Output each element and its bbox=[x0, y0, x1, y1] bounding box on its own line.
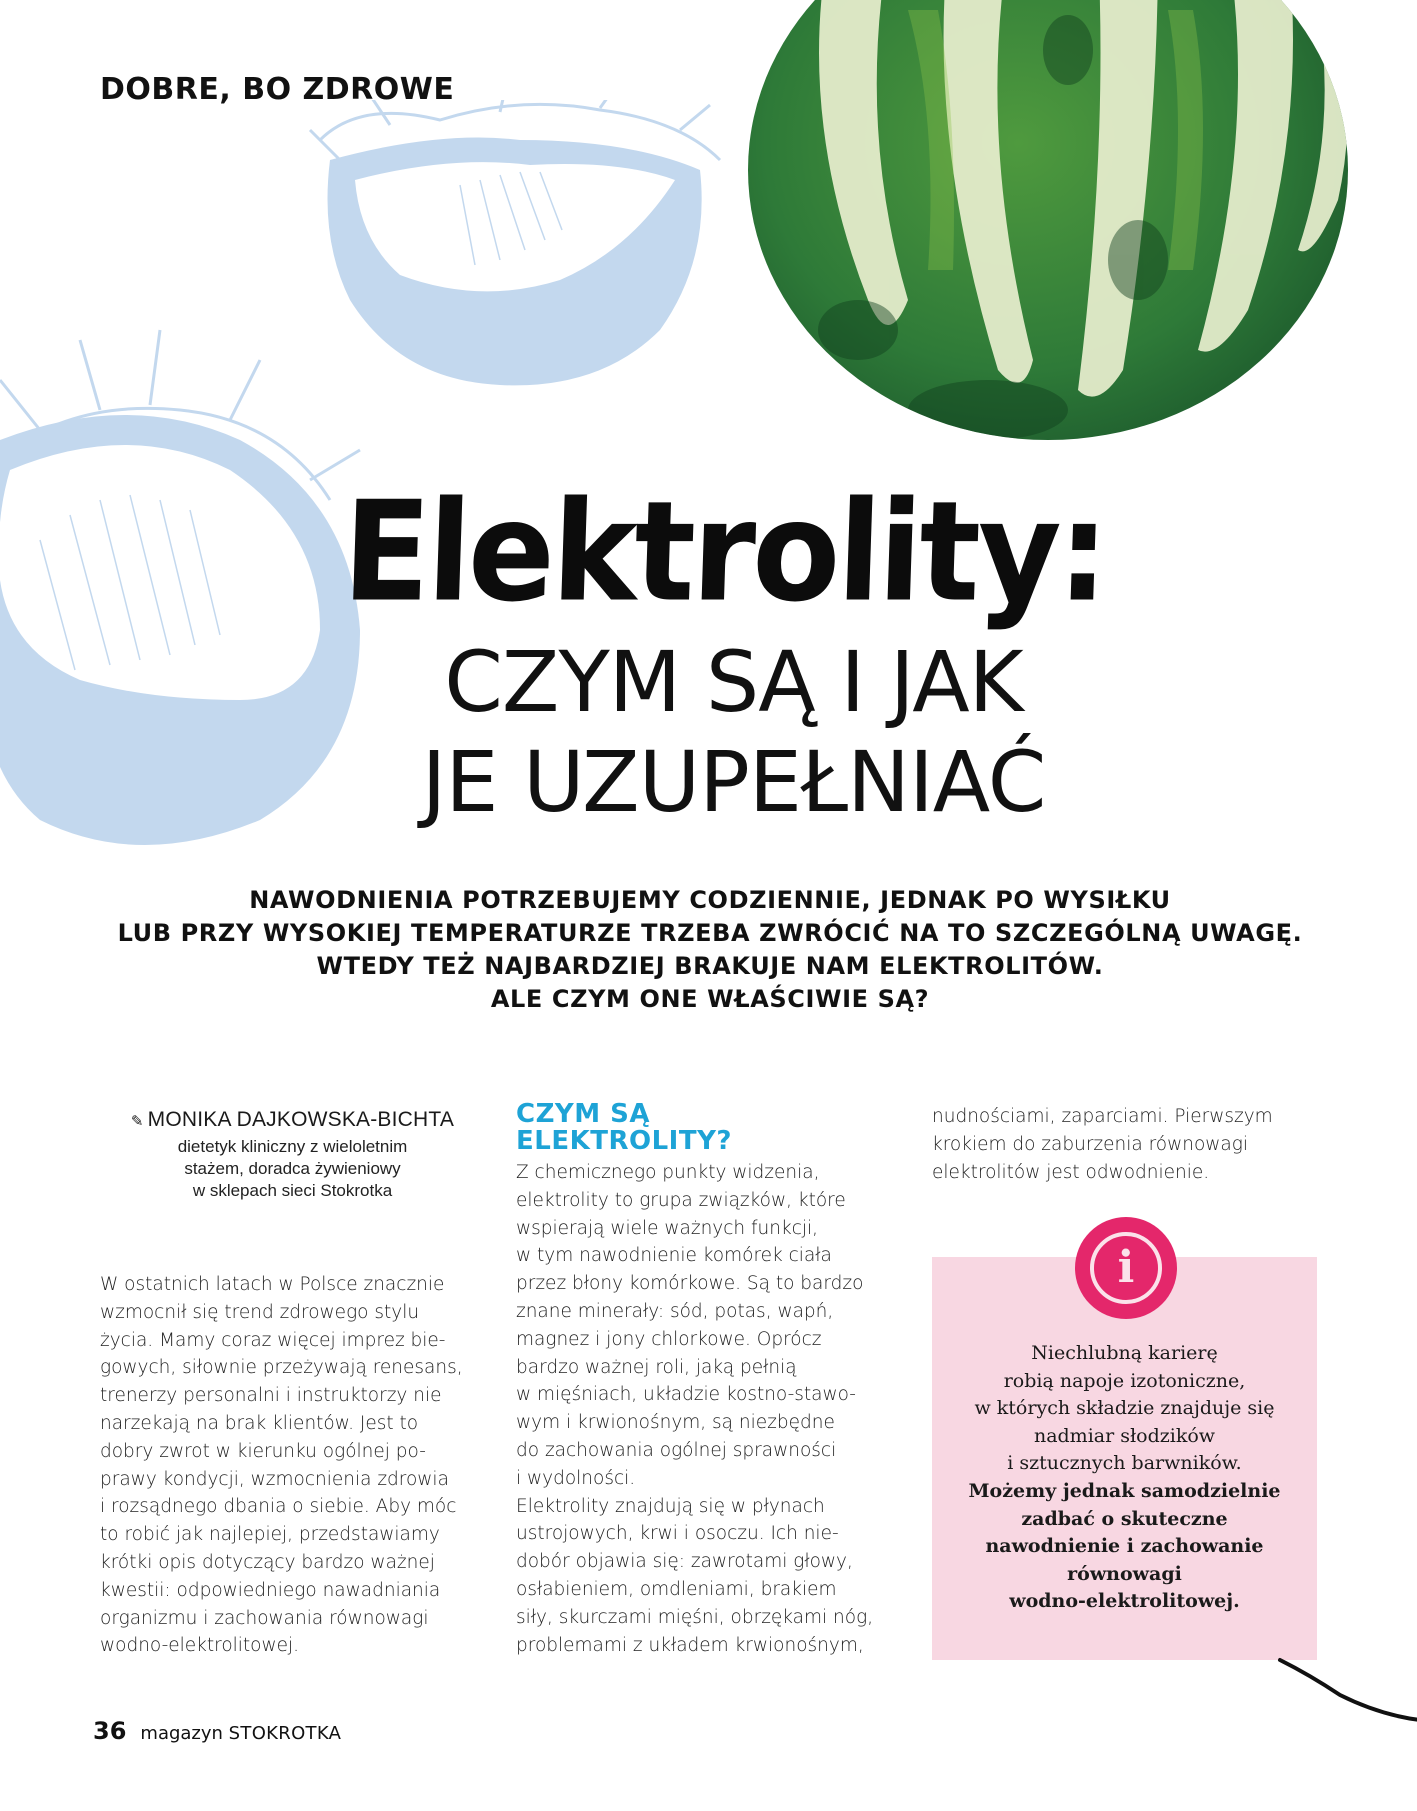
heading-line: ELEKTROLITY? bbox=[516, 1126, 732, 1156]
info-line: nadmiar słodzików bbox=[1033, 1424, 1216, 1447]
text-line: do zachowania ogólnej sprawności bbox=[516, 1439, 837, 1461]
column-heading bbox=[516, 1101, 911, 1155]
text-line: wym i krwionośnym, są niezbędne bbox=[516, 1412, 835, 1434]
author-byline bbox=[100, 1108, 485, 1202]
text-line: bardzo ważnej roli, jaką pełnią bbox=[516, 1356, 797, 1378]
text-line: wodno-elektrolitowej. bbox=[100, 1635, 300, 1657]
watermelon-illustration bbox=[738, 0, 1358, 442]
text-line: krokiem do zaburzenia równowagi bbox=[932, 1133, 1249, 1155]
section-label: DOBRE, BO ZDROWE bbox=[100, 72, 455, 107]
text-line: gowych, siłownie przeżywają renesans, bbox=[100, 1357, 463, 1379]
info-line-bold: nawodnienie i zachowanie bbox=[985, 1535, 1264, 1558]
decorative-curve bbox=[1270, 1655, 1417, 1725]
info-line: i sztucznych barwników. bbox=[1007, 1452, 1242, 1475]
magazine-prefix: magazyn bbox=[140, 1723, 223, 1744]
page-footer bbox=[93, 1717, 341, 1745]
text-line: Elektrolity znajdują się w płynach bbox=[516, 1495, 825, 1517]
lead-line: ALE CZYM ONE WŁAŚCIWIE SĄ? bbox=[490, 985, 930, 1013]
info-line-bold: zadbać o skuteczne bbox=[1021, 1507, 1228, 1530]
text-line: i rozsądnego dbania o siebie. Aby móc bbox=[100, 1496, 457, 1518]
text-line: prawy kondycji, wzmocnienia zdrowia bbox=[100, 1468, 449, 1490]
info-line: Niechlubną karierę bbox=[1031, 1342, 1218, 1364]
lead-line: NAWODNIENIA POTRZEBUJEMY CODZIENNIE, JEDNAK PO WYSIŁKU bbox=[249, 886, 1171, 914]
pen-icon: ✎ bbox=[130, 1113, 144, 1130]
page-number: 36 bbox=[93, 1717, 127, 1745]
article-lead bbox=[110, 884, 1310, 1016]
text-line: w tym nawodnienie komórek ciała bbox=[516, 1245, 832, 1267]
heading-line: CZYM SĄ bbox=[516, 1099, 651, 1129]
info-icon-ring bbox=[1090, 1232, 1162, 1304]
text-line: Z chemicznego punkty widzenia, bbox=[516, 1162, 820, 1183]
text-line: elektrolity to grupa związków, które bbox=[516, 1189, 846, 1211]
info-glyph: i bbox=[1117, 1242, 1135, 1293]
text-line: życia. Mamy coraz więcej imprez bie- bbox=[100, 1329, 446, 1351]
info-icon bbox=[1075, 1217, 1177, 1319]
article-title-script: Elektrolity: bbox=[340, 472, 1109, 633]
text-line: i wydolności. bbox=[516, 1467, 636, 1489]
text-line: magnez i jony chlorkowe. Oprócz bbox=[516, 1328, 822, 1350]
info-line-bold: równowagi bbox=[1067, 1562, 1182, 1585]
article-column-2 bbox=[516, 1101, 911, 1659]
author-role-line: w sklepach sieci Stokrotka bbox=[192, 1181, 393, 1200]
text-line: znane minerały: sód, potas, wapń, bbox=[516, 1300, 834, 1322]
article-column-3 bbox=[932, 1103, 1332, 1186]
info-box-text bbox=[932, 1340, 1317, 1616]
text-line: przez błony komórkowe. Są to bardzo bbox=[516, 1273, 864, 1295]
text-line: dobór objawia się: zawrotami głowy, bbox=[516, 1551, 853, 1573]
text-line: nudnościami, zaparciami. Pierwszym bbox=[932, 1106, 1273, 1127]
lead-line: WTEDY TEŻ NAJBARDZIEJ BRAKUJE NAM ELEKTROLITÓW. bbox=[316, 952, 1104, 980]
text-line: to robić jak najlepiej, przedstawiamy bbox=[100, 1524, 440, 1546]
text-line: problemami z układem krwionośnym, bbox=[516, 1634, 864, 1656]
article-title-line-1: CZYM SĄ I JAK bbox=[444, 633, 1023, 731]
author-name-row bbox=[100, 1108, 485, 1132]
magazine-name bbox=[140, 1723, 341, 1744]
author-role-line: stażem, doradca żywieniowy bbox=[184, 1159, 401, 1178]
article-title-line-2: JE UZUPEŁNIAĆ bbox=[421, 733, 1046, 831]
text-line: trenerzy personalni i instruktorzy nie bbox=[100, 1385, 442, 1407]
text-line: ustrojowych, krwi i osoczu. Ich nie- bbox=[516, 1523, 839, 1545]
text-line: w mięśniach, układzie kostno-stawo- bbox=[516, 1384, 856, 1406]
author-name: MONIKA DAJKOWSKA-BICHTA bbox=[147, 1108, 455, 1131]
info-line: robią napoje izotoniczne, bbox=[1003, 1369, 1246, 1392]
text-line: dobry zwrot w kierunku ogólnej po- bbox=[100, 1440, 426, 1462]
magazine-brand: STOKROTKA bbox=[228, 1723, 342, 1744]
author-role bbox=[100, 1136, 485, 1202]
text-line: narzekają na brak klientów. Jest to bbox=[100, 1412, 419, 1434]
text-line: wspierają wiele ważnych funkcji, bbox=[516, 1217, 819, 1239]
info-line-bold: Możemy jednak samodzielnie bbox=[968, 1479, 1281, 1502]
article-column-1 bbox=[100, 1271, 495, 1660]
info-line-bold: wodno-elektrolitowej. bbox=[1009, 1590, 1240, 1613]
text-line: osłabieniem, omdleniami, brakiem bbox=[516, 1578, 837, 1600]
text-line: siły, skurczami mięśni, obrzękami nóg, bbox=[516, 1606, 874, 1628]
text-line: kwestii: odpowiedniego nawadniania bbox=[100, 1579, 441, 1601]
text-line: krótki opis dotyczący bardzo ważnej bbox=[100, 1551, 435, 1573]
text-line: organizmu i zachowania równowagi bbox=[100, 1607, 429, 1629]
author-role-line: dietetyk kliniczny z wieloletnim bbox=[177, 1137, 408, 1156]
text-line: wzmocnił się trend zdrowego stylu bbox=[100, 1301, 420, 1323]
lead-line: LUB PRZY WYSOKIEJ TEMPERATURZE TRZEBA ZWRÓCIĆ NA TO SZCZEGÓLNĄ UWAGĘ. bbox=[117, 919, 1303, 947]
text-line: W ostatnich latach w Polsce znacznie bbox=[100, 1274, 445, 1295]
text-line: elektrolitów jest odwodnienie. bbox=[932, 1161, 1210, 1183]
info-line: w których składzie znajduje się bbox=[974, 1397, 1275, 1420]
